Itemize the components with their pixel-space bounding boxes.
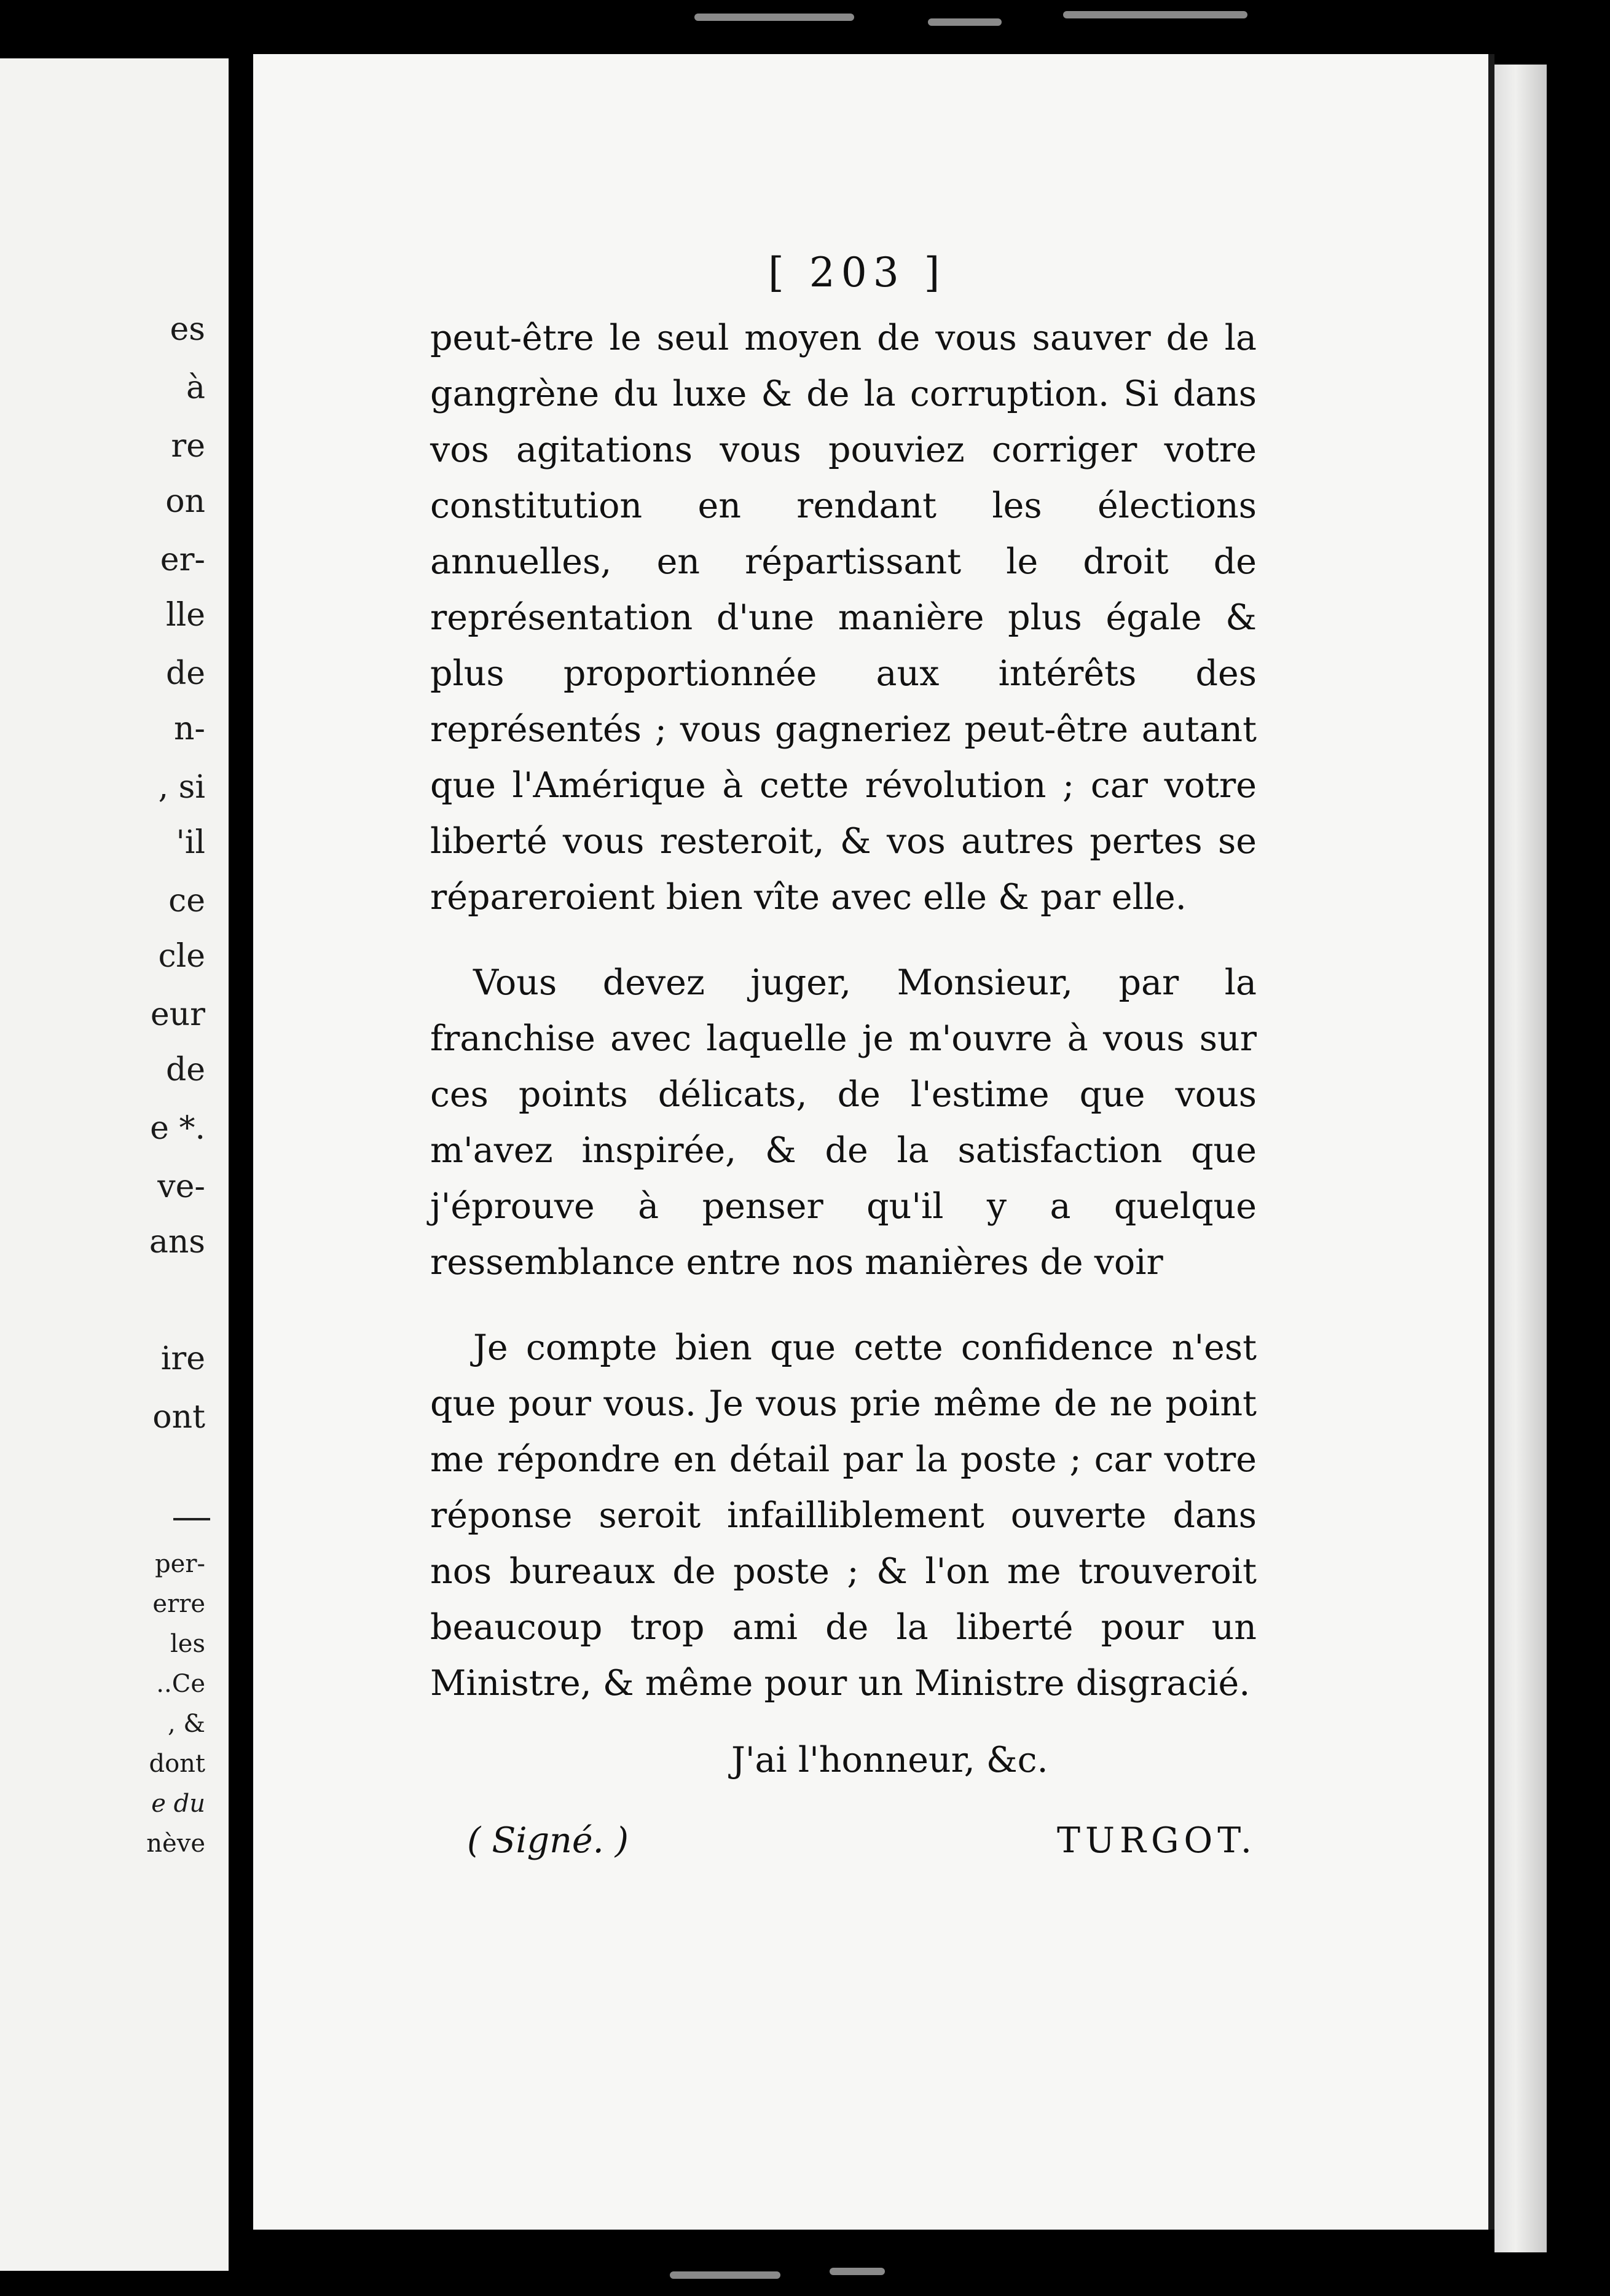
prev-page-fragment: on bbox=[165, 483, 205, 520]
signed-label: ( Signé. ) bbox=[467, 1820, 629, 1861]
prev-page-footnote-fragment: , & bbox=[167, 1710, 205, 1738]
paragraph: Je compte bien que cette confidence n'est que pour vous. Je vous prie même de ne point me répondre en détail par la poste ; car votre réponse seroit infailliblement ouverte dans nos bureaux de poste ; & l'on me trouveroit beaucoup trop ami de la liberté pour un Ministre, & même pour un Ministre disgracié. bbox=[430, 1327, 1257, 1704]
prev-page-fragment: es bbox=[170, 311, 205, 348]
prev-page-fragment: ve- bbox=[157, 1168, 205, 1205]
prev-page-fragment: n- bbox=[173, 710, 205, 747]
prev-page-footnote-rule bbox=[173, 1518, 210, 1520]
prev-page-fragment: lle bbox=[165, 597, 205, 634]
signature-name: TURGOT. bbox=[1057, 1820, 1257, 1861]
prev-page-footnote-fragment: les bbox=[170, 1630, 205, 1658]
prev-page-fragment: , si bbox=[158, 769, 205, 806]
prev-page-fragment: ire bbox=[160, 1340, 205, 1377]
prev-page-fragment: cle bbox=[158, 938, 205, 975]
page-edge-shadow bbox=[1494, 65, 1547, 2252]
prev-page-fragment: er- bbox=[160, 541, 205, 578]
closing-line bbox=[430, 1732, 1257, 1788]
scan-border-top bbox=[670, 0, 1284, 43]
prev-page-footnote-fragment: dont bbox=[149, 1750, 205, 1778]
prev-page-fragment: 'il bbox=[176, 824, 205, 861]
prev-page-footnote-fragment: erre bbox=[152, 1590, 205, 1618]
prev-page-fragment: ont bbox=[152, 1399, 205, 1436]
signature-row bbox=[430, 1813, 1257, 1869]
paragraph: peut-être le seul moyen de vous sauver de la gangrène du luxe & de la corruption. Si dans vos agitations vous pouviez corriger votre constitution en rendant les élections annuelles, en répartissant le droit de représentation d'une manière plus égale & plus proportionnée aux intérêts des représentés ; vous gagneriez peut-être autant que l'Amérique à cette révolution ; car votre liberté vous resteroit, & vos autres pertes se répareroient bien vîte avec elle & par elle. bbox=[430, 318, 1257, 918]
page-number: [ 203 ] bbox=[768, 249, 946, 296]
paragraph: Vous devez juger, Monsieur, par la franchise avec laquelle je m'ouvre à vous sur ces points délicats, de l'estime que vous m'avez inspirée, & de la satisfaction que j'éprouve à penser qu'il y a quelque ressemblance entre nos manières de voir bbox=[430, 962, 1257, 1283]
prev-page-fragment: re bbox=[171, 428, 205, 465]
prev-page-footnote-fragment: e du bbox=[151, 1790, 205, 1818]
prev-page-footnote-fragment: per- bbox=[155, 1550, 205, 1578]
prev-page-fragment: de bbox=[165, 655, 205, 692]
letter-body bbox=[430, 310, 1257, 1869]
prev-page-fragment: à bbox=[186, 369, 205, 406]
prev-page-footnote-fragment: nève bbox=[146, 1830, 205, 1858]
scan-border-bottom bbox=[670, 2253, 1284, 2296]
prev-page-fragment: ans bbox=[149, 1224, 205, 1260]
previous-page-strip bbox=[0, 58, 229, 2271]
prev-page-fragment: eur bbox=[150, 996, 205, 1033]
prev-page-footnote-fragment: ..Ce bbox=[156, 1670, 205, 1698]
closing-salutation: J'ai l'honneur, &c. bbox=[731, 1740, 1048, 1780]
prev-page-fragment: e *. bbox=[150, 1110, 205, 1147]
prev-page-fragment: ce bbox=[168, 883, 205, 919]
prev-page-fragment: de bbox=[165, 1052, 205, 1088]
